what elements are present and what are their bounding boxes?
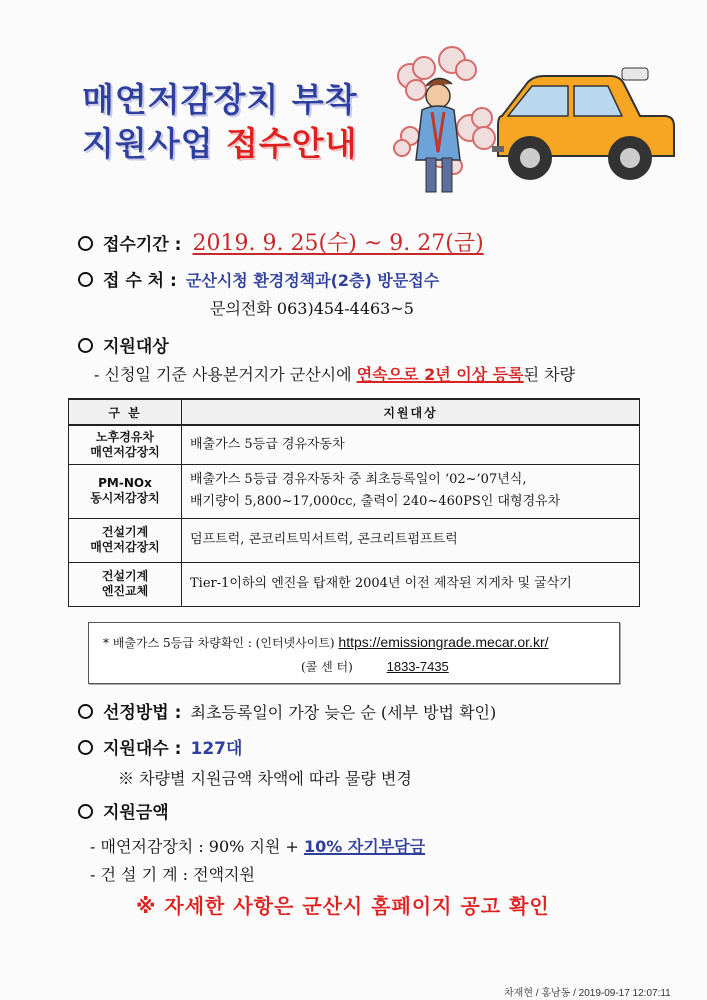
page-title xyxy=(82,78,358,166)
selection-label: 선정방법 : xyxy=(103,703,182,723)
bullet-circle xyxy=(78,704,93,719)
table-cell-category: PM-NOx 동시저감장치 xyxy=(69,464,182,518)
emission-grade-note xyxy=(88,622,620,684)
target-desc-highlight: 연속으로 2년 이상 등록 xyxy=(356,365,524,384)
table-cell-category: 건설기계 엔진교체 xyxy=(69,562,182,606)
amount-line-1 xyxy=(90,834,425,857)
car-figure xyxy=(492,68,674,180)
table-cell-target: 배출가스 5등급 경유자동차 중 최초등록일이 ‘02~’07년식, 배기량이 5,800~17,000cc, 출력이 240~460PS인 대형경유차 xyxy=(182,464,640,518)
homepage-notice: ※ 자세한 사항은 군산시 홈페이지 공고 확인 xyxy=(136,894,550,918)
call-center-label: (콜 센 터) xyxy=(301,660,353,674)
target-desc-prefix: - 신청일 기준 사용본거지가 군산시에 xyxy=(94,365,357,384)
amount-heading-row xyxy=(78,798,169,823)
place-label: 접 수 처 : xyxy=(103,271,177,291)
bullet-circle xyxy=(78,338,93,353)
bullet-circle xyxy=(78,272,93,287)
table-row xyxy=(69,518,640,562)
table-header-target: 지원대상 xyxy=(182,399,640,425)
title-line-2-prefix: 지원사업 xyxy=(82,124,227,163)
target-desc-suffix: 된 차량 xyxy=(523,365,576,384)
note-line-2 xyxy=(301,658,449,675)
table-cell-category: 노후경유차 매연저감장치 xyxy=(69,425,182,464)
amount-line-1-highlight: 10% 자기부담금 xyxy=(303,837,426,856)
table-header-category: 구 분 xyxy=(69,399,182,425)
table-header-row xyxy=(69,399,640,425)
selection-row xyxy=(78,698,496,723)
selection-value: 최초등록일이 가장 늦은 순 (세부 방법 확인) xyxy=(190,703,497,722)
period-label: 접수기간 : xyxy=(103,235,182,255)
footer-stamp: 차재현 / 홍남동 / 2019-09-17 12:07:11 xyxy=(504,988,671,999)
target-heading: 지원대상 xyxy=(103,337,169,357)
bullet-circle xyxy=(78,236,93,251)
target-description xyxy=(94,362,575,385)
car-exhaust-illustration xyxy=(390,38,680,198)
target-heading-row xyxy=(78,332,169,357)
period-value: 2019. 9. 25(수) ~ 9. 27(금) xyxy=(192,231,484,256)
period-row xyxy=(78,226,484,257)
count-value: 127대 xyxy=(190,739,243,759)
table-cell-target: 덤프트럭, 콘코리트믹서트럭, 콘크리트펌프트럭 xyxy=(182,518,640,562)
table-cell-category: 건설기계 매연저감장치 xyxy=(69,518,182,562)
note-prefix: * 배출가스 5등급 차량확인 : (인터넷사이트) xyxy=(103,636,339,650)
title-line-1: 매연저감장치 부착 xyxy=(82,80,358,119)
title-highlight: 접수안내 xyxy=(226,124,358,163)
table-row xyxy=(69,464,640,518)
call-center-phone: 1833-7435 xyxy=(386,659,449,674)
emission-grade-link[interactable]: https://emissiongrade.mecar.or.kr/ xyxy=(338,634,549,650)
count-note: ※ 차량별 지원금액 차액에 따라 물량 변경 xyxy=(118,769,412,788)
note-line-1 xyxy=(103,634,549,651)
place-value: 군산시청 환경정책과(2층) 방문접수 xyxy=(185,271,440,290)
bullet-circle xyxy=(78,804,93,819)
table-row xyxy=(69,562,640,606)
count-label: 지원대수 : xyxy=(103,739,182,759)
count-row xyxy=(78,734,242,759)
table-cell-target: Tier-1이하의 엔진을 탑재한 2004년 이전 제작된 지게차 및 굴삭기 xyxy=(182,562,640,606)
place-row xyxy=(78,266,439,291)
table-cell-target: 배출가스 5등급 경유자동차 xyxy=(182,425,640,464)
amount-line-1-prefix: - 매연저감장치 : 90% 지원 + xyxy=(90,837,304,856)
support-target-table xyxy=(68,398,640,607)
table-row xyxy=(69,425,640,464)
amount-heading: 지원금액 xyxy=(103,803,169,823)
title-line-2 xyxy=(82,122,358,166)
bullet-circle xyxy=(78,740,93,755)
contact-phone: 문의전화 063)454-4463~5 xyxy=(210,299,414,318)
amount-line-2: - 건 설 기 계 : 전액지원 xyxy=(90,865,255,884)
